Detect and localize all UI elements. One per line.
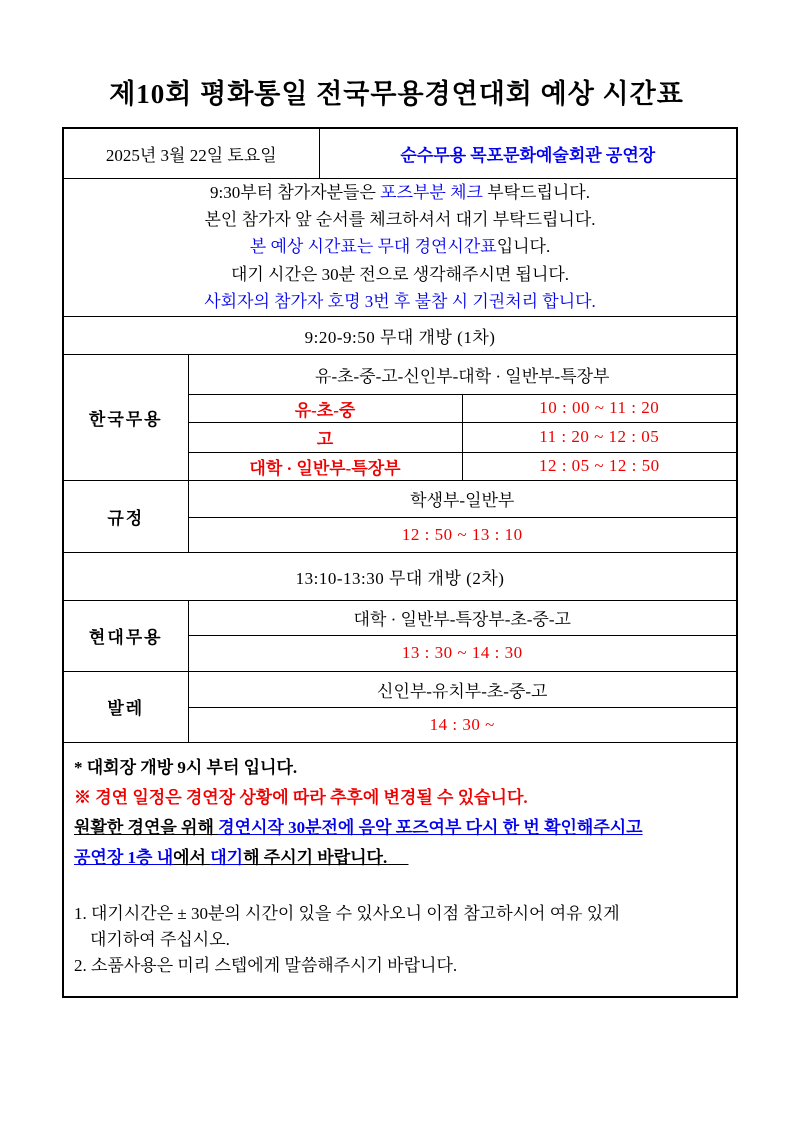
notice-line-3: [68, 233, 732, 260]
notice-line-1-c: 부탁드립니다.: [482, 182, 590, 202]
korean-dance-row-3-time: 12 : 05 ~ 12 : 50: [462, 452, 737, 480]
notes-row: [63, 742, 737, 997]
stage-open-1-cell: 9:20-9:50 무대 개방 (1차): [63, 316, 737, 354]
korean-dance-row-2-time: 11 : 20 ~ 12 : 05: [462, 422, 737, 452]
korean-dance-row-1-time: 10 : 00 ~ 11 : 20: [462, 394, 737, 422]
note-3-b: 경연시작 30분전에 음악 포즈여부 다시 한 번 확인해주시고: [218, 817, 643, 837]
note-3-a: 원활한 경연을 위해: [74, 817, 219, 837]
korean-dance-row-2-label: 고: [188, 422, 462, 452]
venue-text: 순수무용 목포문화예술회관 공연장: [400, 145, 656, 165]
notice-line-4: 대기 시간은 30분 전으로 생각해주시면 됩니다.: [230, 264, 570, 284]
stage-open-2-cell: 13:10-13:30 무대 개방 (2차): [63, 552, 737, 600]
date-cell: [63, 128, 319, 178]
modern-dance-divisions-cell: 대학 · 일반부-특장부-초-중-고: [188, 600, 737, 635]
korean-dance-category-cell: 한국무용: [63, 354, 188, 480]
modern-dance-header-row: [63, 600, 737, 635]
stage-open-2-row: [63, 552, 737, 600]
note-4-b: 에서: [173, 847, 211, 867]
notice-line-2: 본인 참가자 앞 순서를 체크하셔서 대기 부탁드립니다.: [204, 209, 596, 229]
list-item-2: 2. 소품사용은 미리 스텝에게 말씀해주시기 바랍니다.: [74, 955, 458, 975]
note-4: [74, 843, 724, 873]
schedule-table: [62, 127, 738, 998]
modern-dance-category-cell: 현대무용: [63, 600, 188, 671]
kyujeong-time-cell: 12 : 50 ~ 13 : 10: [188, 517, 737, 552]
note-4-trailing-underline: [387, 848, 408, 867]
notice-line-1-b: 포즈부분 체크: [380, 182, 483, 202]
notes-list: [74, 901, 724, 979]
korean-dance-row-1-label: 유-초-중: [188, 394, 462, 422]
date-text: 2025년 3월 22일 토요일: [105, 145, 277, 165]
note-2: ※ 경연 일정은 경연장 상황에 따라 추후에 변경될 수 있습니다.: [74, 787, 528, 807]
venue-cell: [319, 128, 737, 178]
korean-dance-row-3-label: 대학 · 일반부-특장부: [188, 452, 462, 480]
note-4-c: 대기: [210, 847, 244, 867]
ballet-divisions-cell: 신인부-유치부-초-중-고: [188, 671, 737, 707]
notice-line-3-a: 본 예상 시간표는 무대 경연시간표: [249, 237, 497, 257]
ballet-header-row: [63, 671, 737, 707]
notice-line-3-b: 입니다.: [496, 237, 551, 257]
notes-cell: [63, 742, 737, 997]
ballet-category-cell: 발레: [63, 671, 188, 742]
notice-line-1-a: 9:30부터 참가자분들은: [210, 182, 381, 202]
modern-dance-time-cell: 13 : 30 ~ 14 : 30: [188, 635, 737, 671]
note-4-d: 해 주시기 바랍니다.: [243, 847, 388, 867]
page-title: 제10회 평화통일 전국무용경연대회 예상 시간표: [109, 79, 684, 109]
korean-dance-divisions-cell: 유-초-중-고-신인부-대학 · 일반부-특장부: [188, 354, 737, 394]
kyujeong-divisions-cell: 학생부-일반부: [188, 480, 737, 517]
korean-dance-header-row: [63, 354, 737, 394]
notice-line-1: [68, 179, 732, 206]
note-3: [74, 813, 724, 843]
list-item-1-line-1: 1. 대기시간은 ± 30분의 시간이 있을 수 있사오니 이점 참고하시어 여유 있게: [74, 903, 620, 923]
notice-line-5: 사회자의 참가자 호명 3번 후 불참 시 기권처리 합니다.: [204, 292, 596, 312]
notice-row: [63, 178, 737, 316]
header-row: [63, 128, 737, 178]
note-1: * 대회장 개방 9시 부터 입니다.: [74, 757, 298, 777]
ballet-time-cell: 14 : 30 ~: [188, 707, 737, 742]
stage-open-1-row: [63, 316, 737, 354]
note-4-a: 공연장 1층 내: [74, 847, 174, 867]
notice-cell: [63, 178, 737, 316]
kyujeong-category-cell: 규정: [63, 480, 188, 552]
list-item-1-line-2: 대기하여 주십시오.: [90, 929, 230, 949]
kyujeong-header-row: [63, 480, 737, 517]
